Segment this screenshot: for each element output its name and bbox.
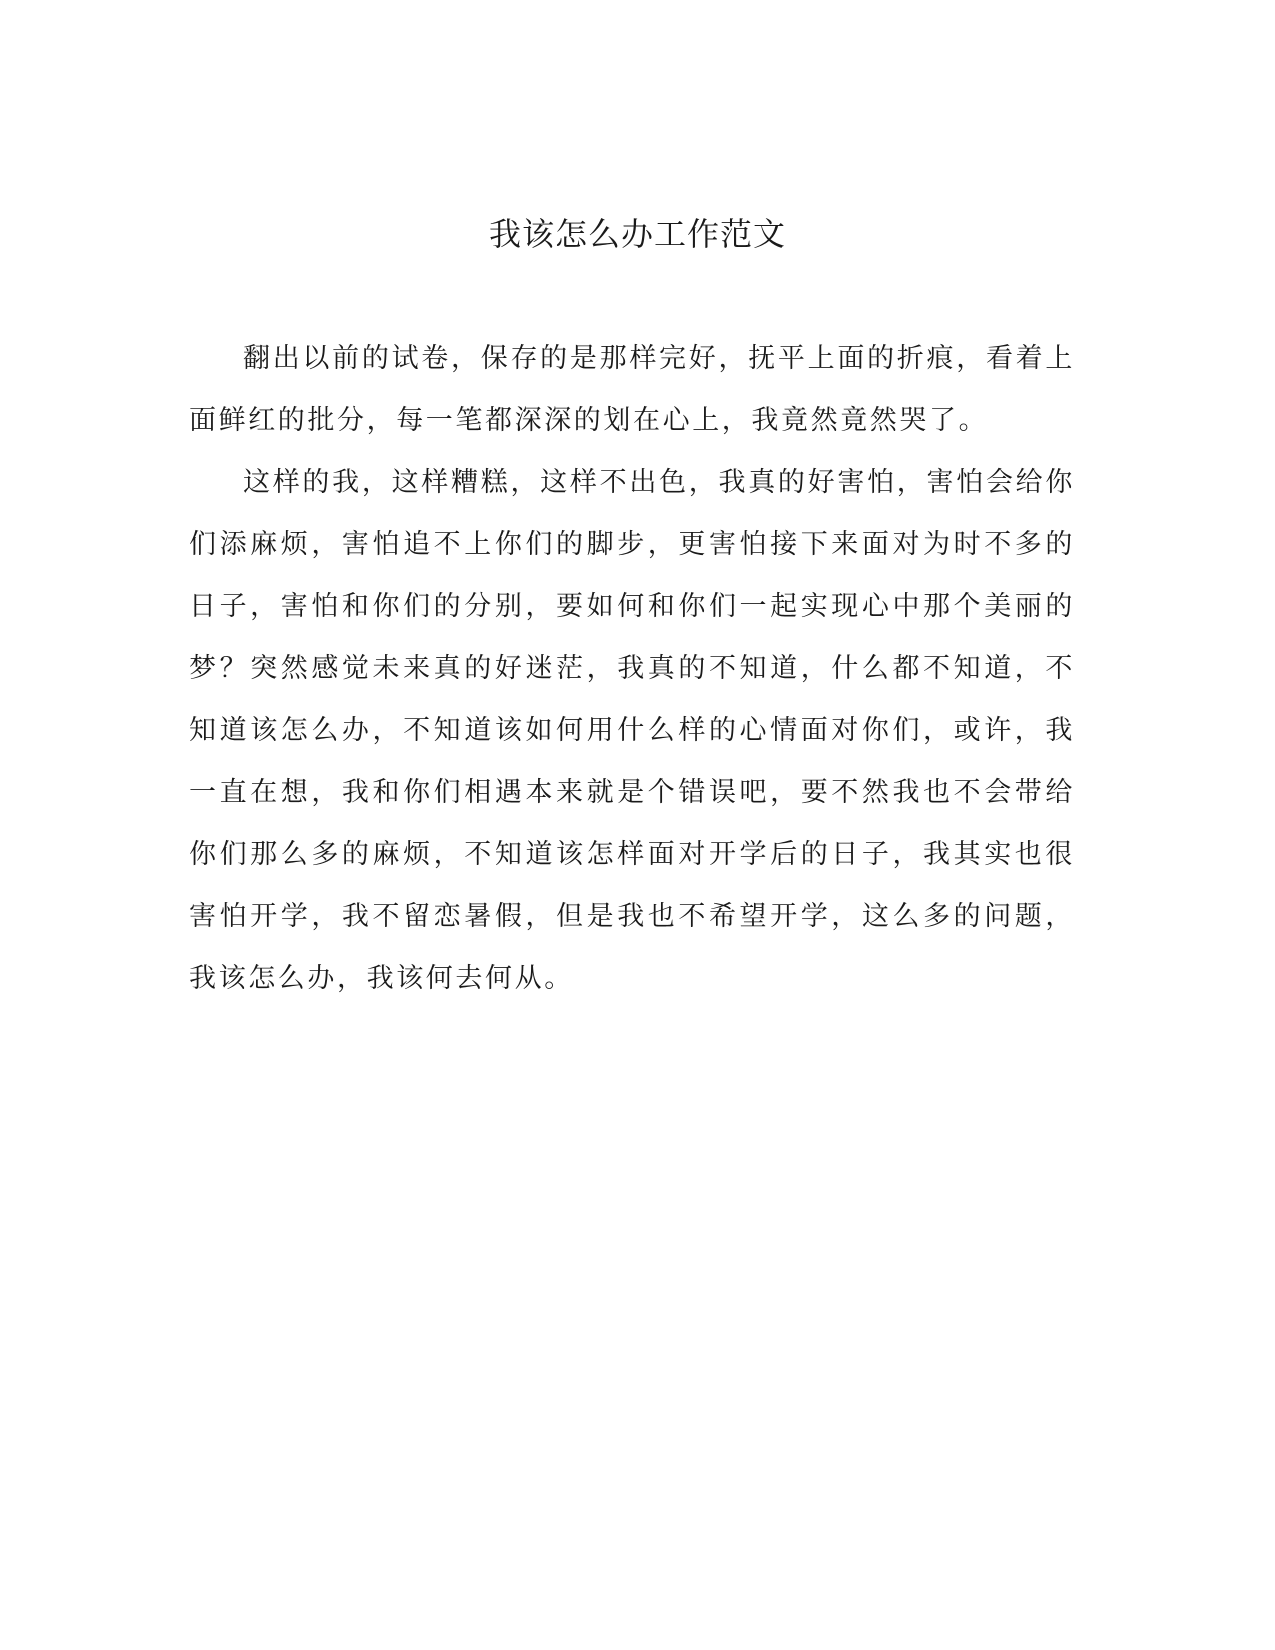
paragraph-2: 这样的我，这样糟糕，这样不出色，我真的好害怕，害怕会给你们添麻烦，害怕追不上你们的脚步，更害怕接下来面对为时不多的日子，害怕和你们的分别，要如何和你们一起实现心中那个美丽的梦？突然感觉未来真的好迷茫，我真的不知道，什么都不知道，不知道该怎么办，不知道该如何用什么样的心情面对你们，或许，我一直在想，我和你们相遇本来就是个错误吧，要不然我也不会带给你们那么多的麻烦，不知道该怎样面对开学后的日子，我其实也很害怕开学，我不留恋暑假，但是我也不希望开学，这么多的问题，我该怎么办，我该何去何从。	[189, 467, 1075, 994]
document-body	[189, 328, 1075, 1010]
paragraph-1: 翻出以前的试卷，保存的是那样完好，抚平上面的折痕，看着上面鲜红的批分，每一笔都深深的划在心上，我竟然竟然哭了。	[189, 343, 1075, 436]
document-title: 我该怎么办工作范文	[488, 215, 786, 253]
